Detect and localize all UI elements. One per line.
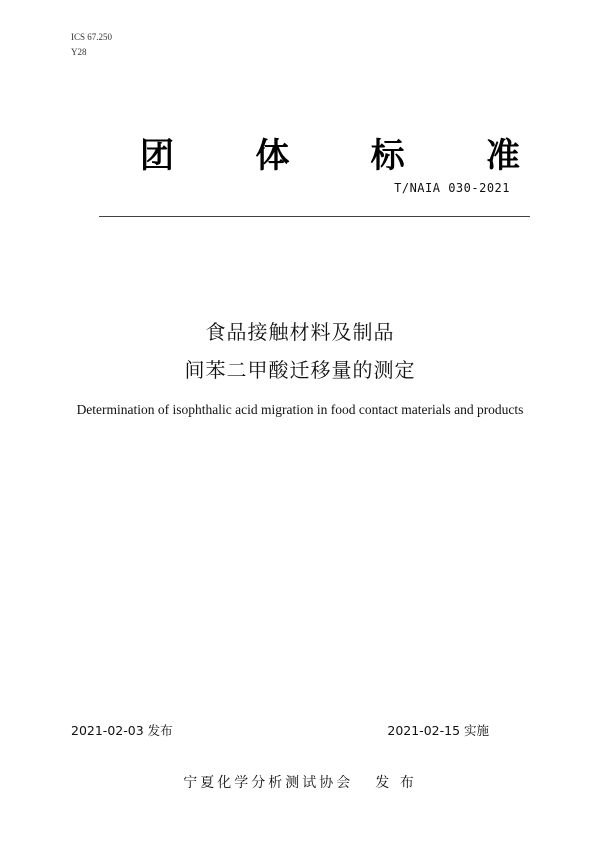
classification-codes xyxy=(71,30,112,60)
english-title: Determination of isophthalic acid migration in food contact materials and products xyxy=(76,402,524,417)
title-char-4: 准 xyxy=(485,136,520,176)
standard-number: T/NAIA 030-2021 xyxy=(394,181,510,195)
issue-date: 2021-02-03 发布 xyxy=(71,723,173,738)
title-char-3: 标 xyxy=(370,136,405,176)
title-char-2: 体 xyxy=(255,136,290,176)
document-type-title xyxy=(140,128,520,177)
publisher-line xyxy=(0,772,600,792)
chinese-title-line-2: 间苯二甲酸迁移量的测定 xyxy=(184,358,416,382)
implementation-date: 2021-02-15 实施 xyxy=(387,723,489,738)
chinese-title-line-1: 食品接触材料及制品 xyxy=(205,320,395,344)
ics-code: ICS 67.250 xyxy=(71,32,113,42)
publisher-name: 宁夏化学分析测试协会 xyxy=(183,775,354,791)
header-divider xyxy=(99,216,530,217)
ccs-code: Y28 xyxy=(71,47,87,57)
publish-action: 发 布 xyxy=(375,775,417,791)
title-char-1: 团 xyxy=(140,136,174,176)
